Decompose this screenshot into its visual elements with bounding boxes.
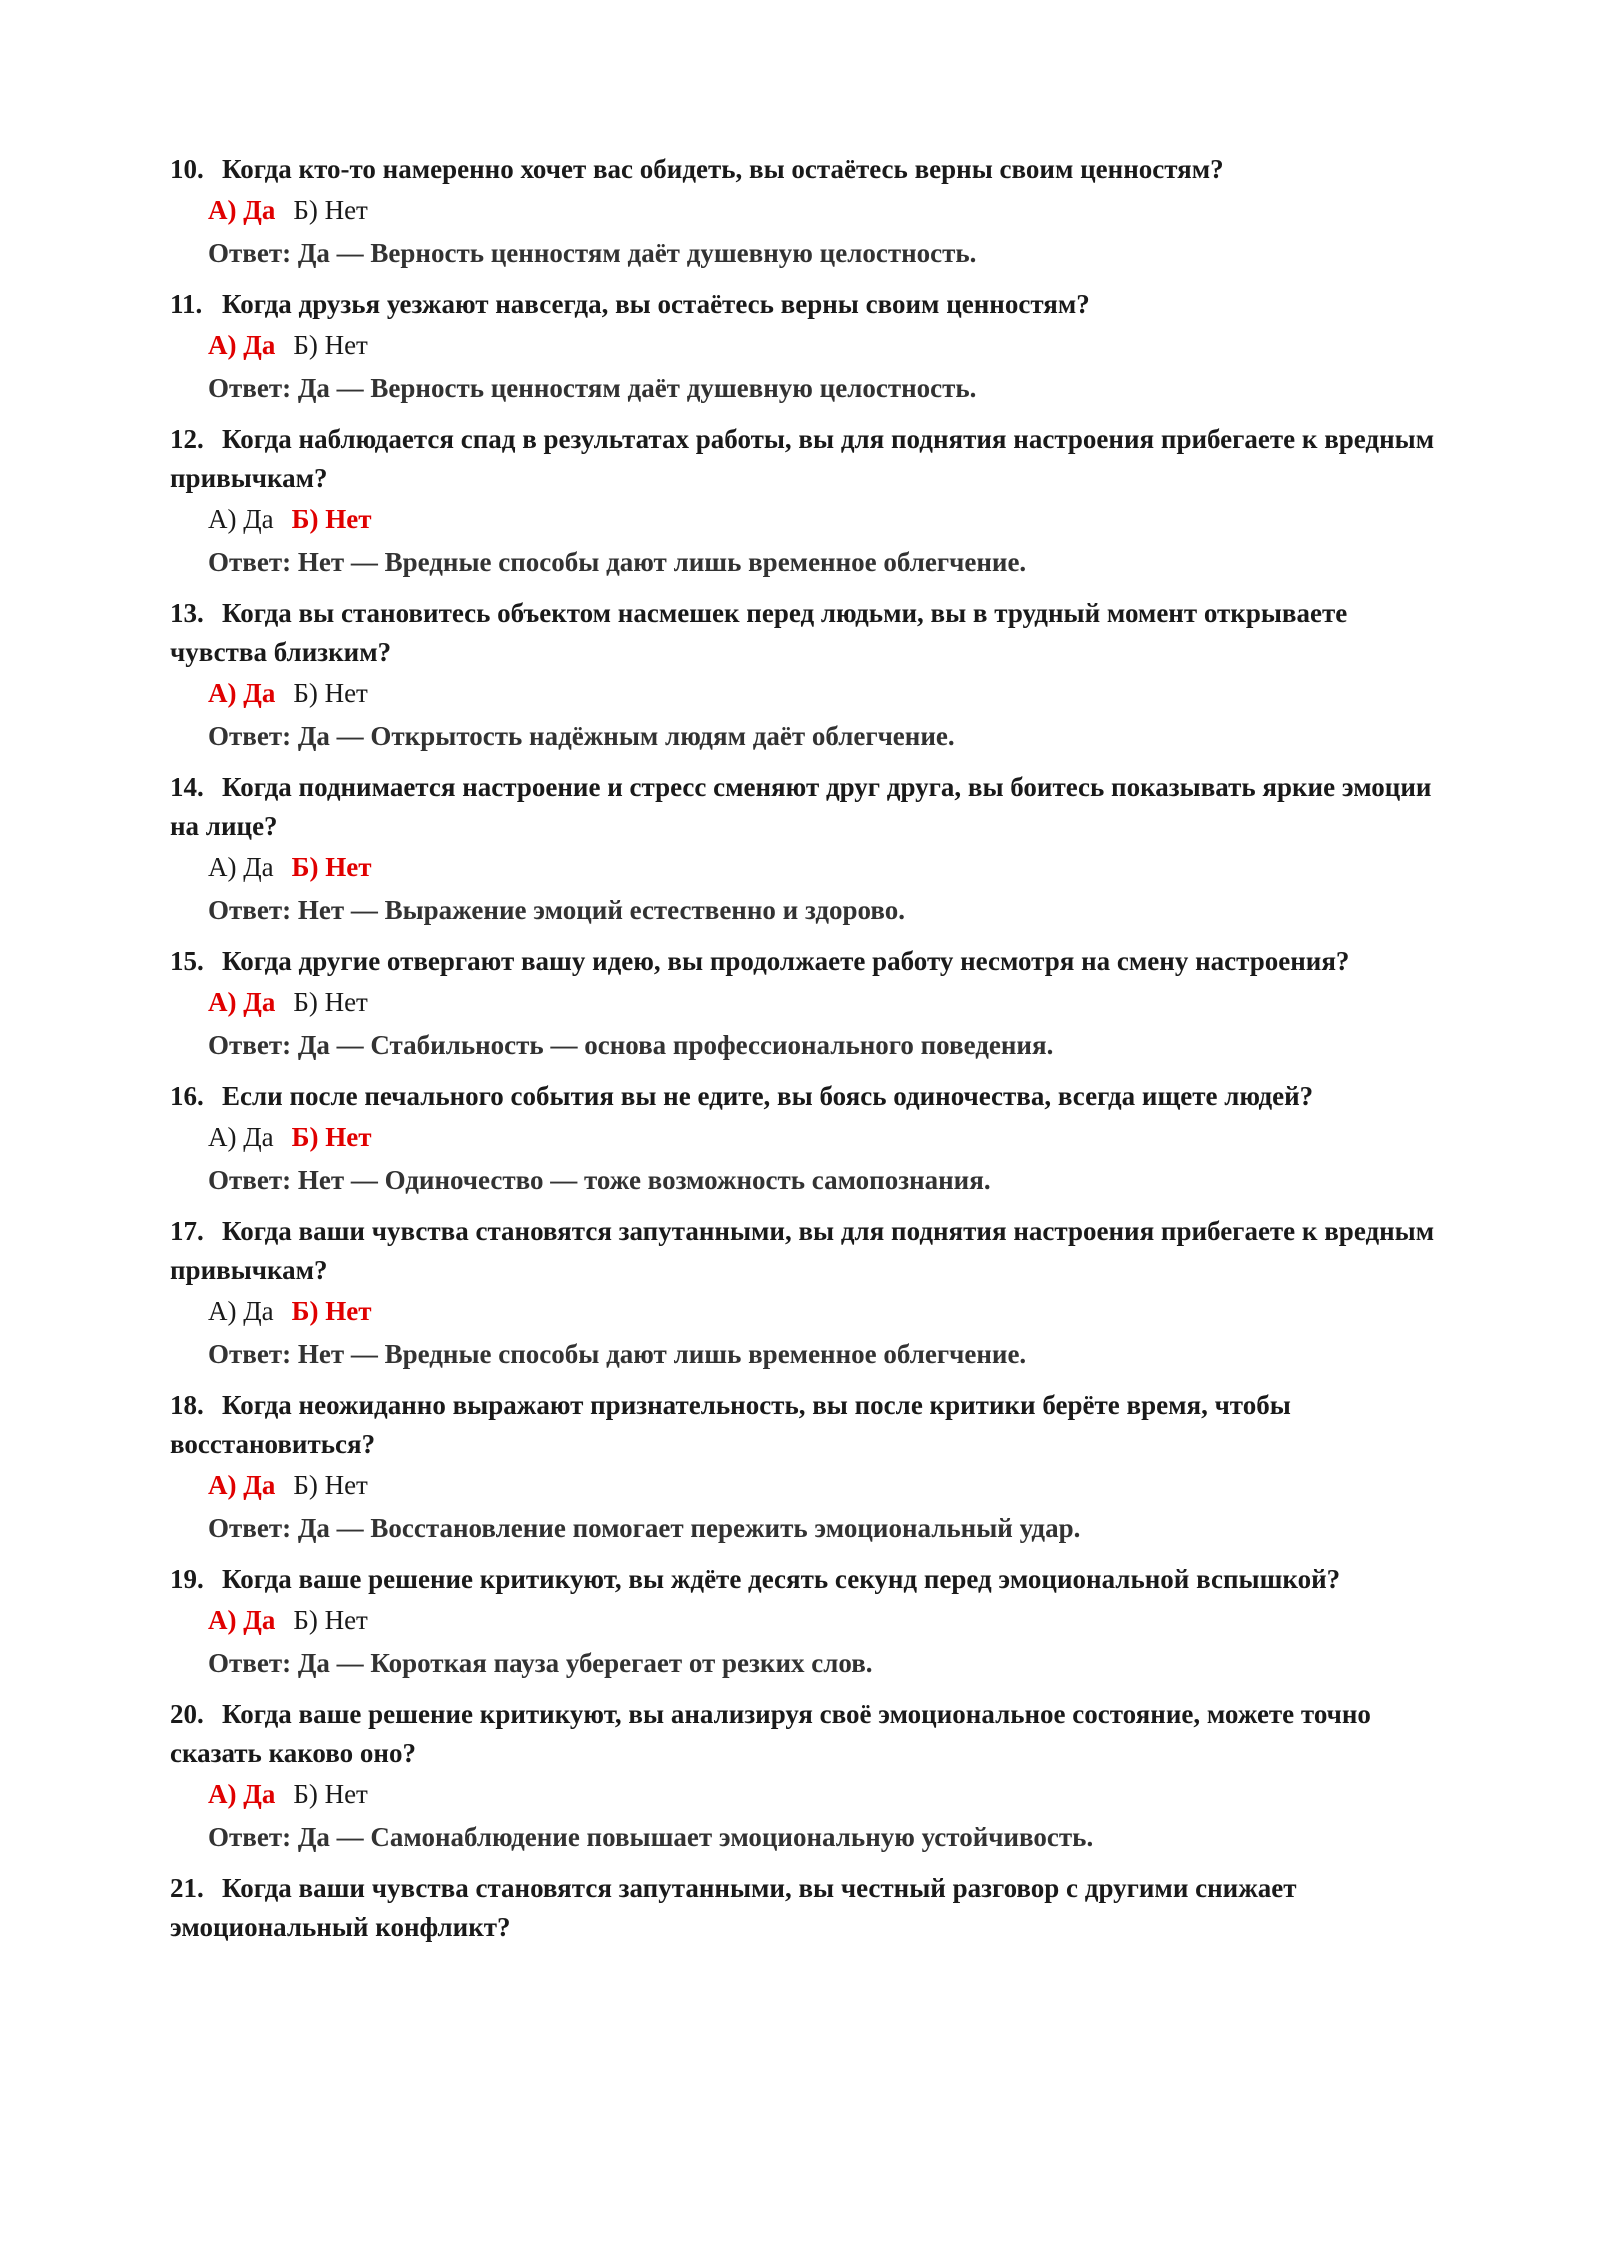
option-correct: Б) Нет xyxy=(291,1296,372,1326)
question-number: 20. xyxy=(170,1699,204,1729)
question-text: Когда наблюдается спад в результатах работы, вы для поднятия настроения прибегаете к вредным привычкам? xyxy=(170,424,1435,493)
answer-explanation: Ответ: Да — Открытость надёжным людям даёт облегчение. xyxy=(208,721,955,751)
answer-options xyxy=(170,981,1450,1024)
answer-explanation: Ответ: Да — Верность ценностям даёт душевную целостность. xyxy=(208,238,977,268)
question-line xyxy=(170,1869,1450,1947)
question-item xyxy=(170,594,1450,758)
question-line xyxy=(170,1695,1450,1773)
question-item xyxy=(170,768,1450,932)
question-number: 15. xyxy=(170,946,204,976)
question-item xyxy=(170,1560,1450,1685)
answer-explanation: Ответ: Нет — Вредные способы дают лишь временное облегчение. xyxy=(208,1339,1027,1369)
question-text: Когда ваше решение критикуют, вы ждёте десять секунд перед эмоциональной вспышкой? xyxy=(222,1564,1341,1594)
option-correct: А) Да xyxy=(208,678,276,708)
question-text: Когда вы становитесь объектом насмешек перед людьми, вы в трудный момент открываете чувства близким? xyxy=(170,598,1348,667)
option-correct: А) Да xyxy=(208,330,276,360)
option: Б) Нет xyxy=(293,678,368,708)
question-line xyxy=(170,420,1450,498)
question-number: 11. xyxy=(170,289,203,319)
answer-explanation: Ответ: Нет — Вредные способы дают лишь временное облегчение. xyxy=(208,547,1027,577)
question-number: 13. xyxy=(170,598,204,628)
question-item xyxy=(170,1869,1450,1947)
question-item xyxy=(170,1695,1450,1859)
option: Б) Нет xyxy=(293,987,368,1017)
question-text: Когда ваше решение критикуют, вы анализируя своё эмоциональное состояние, можете точно сказать каково оно? xyxy=(170,1699,1371,1768)
answer-explanation: Ответ: Нет — Выражение эмоций естественно и здорово. xyxy=(208,895,905,925)
option: Б) Нет xyxy=(293,1470,368,1500)
question-line xyxy=(170,594,1450,672)
answer-explanation: Ответ: Да — Восстановление помогает пережить эмоциональный удар. xyxy=(208,1513,1081,1543)
answer-options xyxy=(170,846,1450,889)
option: А) Да xyxy=(208,852,274,882)
option-correct: Б) Нет xyxy=(291,852,372,882)
answer-explanation: Ответ: Да — Самонаблюдение повышает эмоциональную устойчивость. xyxy=(208,1822,1094,1852)
option-correct: А) Да xyxy=(208,195,276,225)
question-line xyxy=(170,150,1450,189)
question-line xyxy=(170,1560,1450,1599)
question-item xyxy=(170,1386,1450,1550)
question-number: 16. xyxy=(170,1081,204,1111)
question-number: 14. xyxy=(170,772,204,802)
question-line xyxy=(170,1077,1450,1116)
question-item xyxy=(170,420,1450,584)
question-line xyxy=(170,1212,1450,1290)
question-text: Когда ваши чувства становятся запутанными, вы честный разговор с другими снижает эмоциональный конфликт? xyxy=(170,1873,1297,1942)
question-number: 17. xyxy=(170,1216,204,1246)
question-item xyxy=(170,1212,1450,1376)
question-number: 18. xyxy=(170,1390,204,1420)
answer-options xyxy=(170,1599,1450,1642)
question-item xyxy=(170,1077,1450,1202)
option-correct: Б) Нет xyxy=(291,504,372,534)
question-number: 10. xyxy=(170,154,204,184)
question-text: Когда кто-то намеренно хочет вас обидеть, вы остаётесь верны своим ценностям? xyxy=(222,154,1224,184)
answer-options xyxy=(170,1290,1450,1333)
option: Б) Нет xyxy=(293,330,368,360)
answer-options xyxy=(170,672,1450,715)
question-line xyxy=(170,768,1450,846)
question-number: 21. xyxy=(170,1873,204,1903)
answer-options xyxy=(170,1773,1450,1816)
answer-explanation: Ответ: Да — Стабильность — основа профессионального поведения. xyxy=(208,1030,1054,1060)
question-list xyxy=(170,150,1450,1947)
question-text: Когда неожиданно выражают признательность, вы после критики берёте время, чтобы восстановиться? xyxy=(170,1390,1291,1459)
question-number: 19. xyxy=(170,1564,204,1594)
question-number: 12. xyxy=(170,424,204,454)
answer-options xyxy=(170,498,1450,541)
answer-options xyxy=(170,1116,1450,1159)
option: Б) Нет xyxy=(293,1779,368,1809)
option: А) Да xyxy=(208,1122,274,1152)
answer-options xyxy=(170,189,1450,232)
answer-explanation: Ответ: Да — Верность ценностям даёт душевную целостность. xyxy=(208,373,977,403)
answer-options xyxy=(170,1464,1450,1507)
question-text: Когда поднимается настроение и стресс сменяют друг друга, вы боитесь показывать яркие эмоции на лице? xyxy=(170,772,1432,841)
option-correct: А) Да xyxy=(208,1605,276,1635)
question-item xyxy=(170,942,1450,1067)
answer-explanation: Ответ: Да — Короткая пауза уберегает от резких слов. xyxy=(208,1648,873,1678)
question-text: Когда ваши чувства становятся запутанными, вы для поднятия настроения прибегаете к вредным привычкам? xyxy=(170,1216,1435,1285)
question-item xyxy=(170,150,1450,275)
question-text: Когда друзья уезжают навсегда, вы остаётесь верны своим ценностям? xyxy=(222,289,1090,319)
question-line xyxy=(170,942,1450,981)
question-text: Если после печального события вы не едите, вы боясь одиночества, всегда ищете людей? xyxy=(222,1081,1314,1111)
option-correct: А) Да xyxy=(208,1470,276,1500)
question-text: Когда другие отвергают вашу идею, вы продолжаете работу несмотря на смену настроения? xyxy=(222,946,1350,976)
option-correct: А) Да xyxy=(208,1779,276,1809)
option: А) Да xyxy=(208,1296,274,1326)
answer-options xyxy=(170,324,1450,367)
question-line xyxy=(170,1386,1450,1464)
question-line xyxy=(170,285,1450,324)
option-correct: А) Да xyxy=(208,987,276,1017)
option: Б) Нет xyxy=(293,195,368,225)
option-correct: Б) Нет xyxy=(291,1122,372,1152)
option: Б) Нет xyxy=(293,1605,368,1635)
option: А) Да xyxy=(208,504,274,534)
answer-explanation: Ответ: Нет — Одиночество — тоже возможность самопознания. xyxy=(208,1165,991,1195)
question-item xyxy=(170,285,1450,410)
